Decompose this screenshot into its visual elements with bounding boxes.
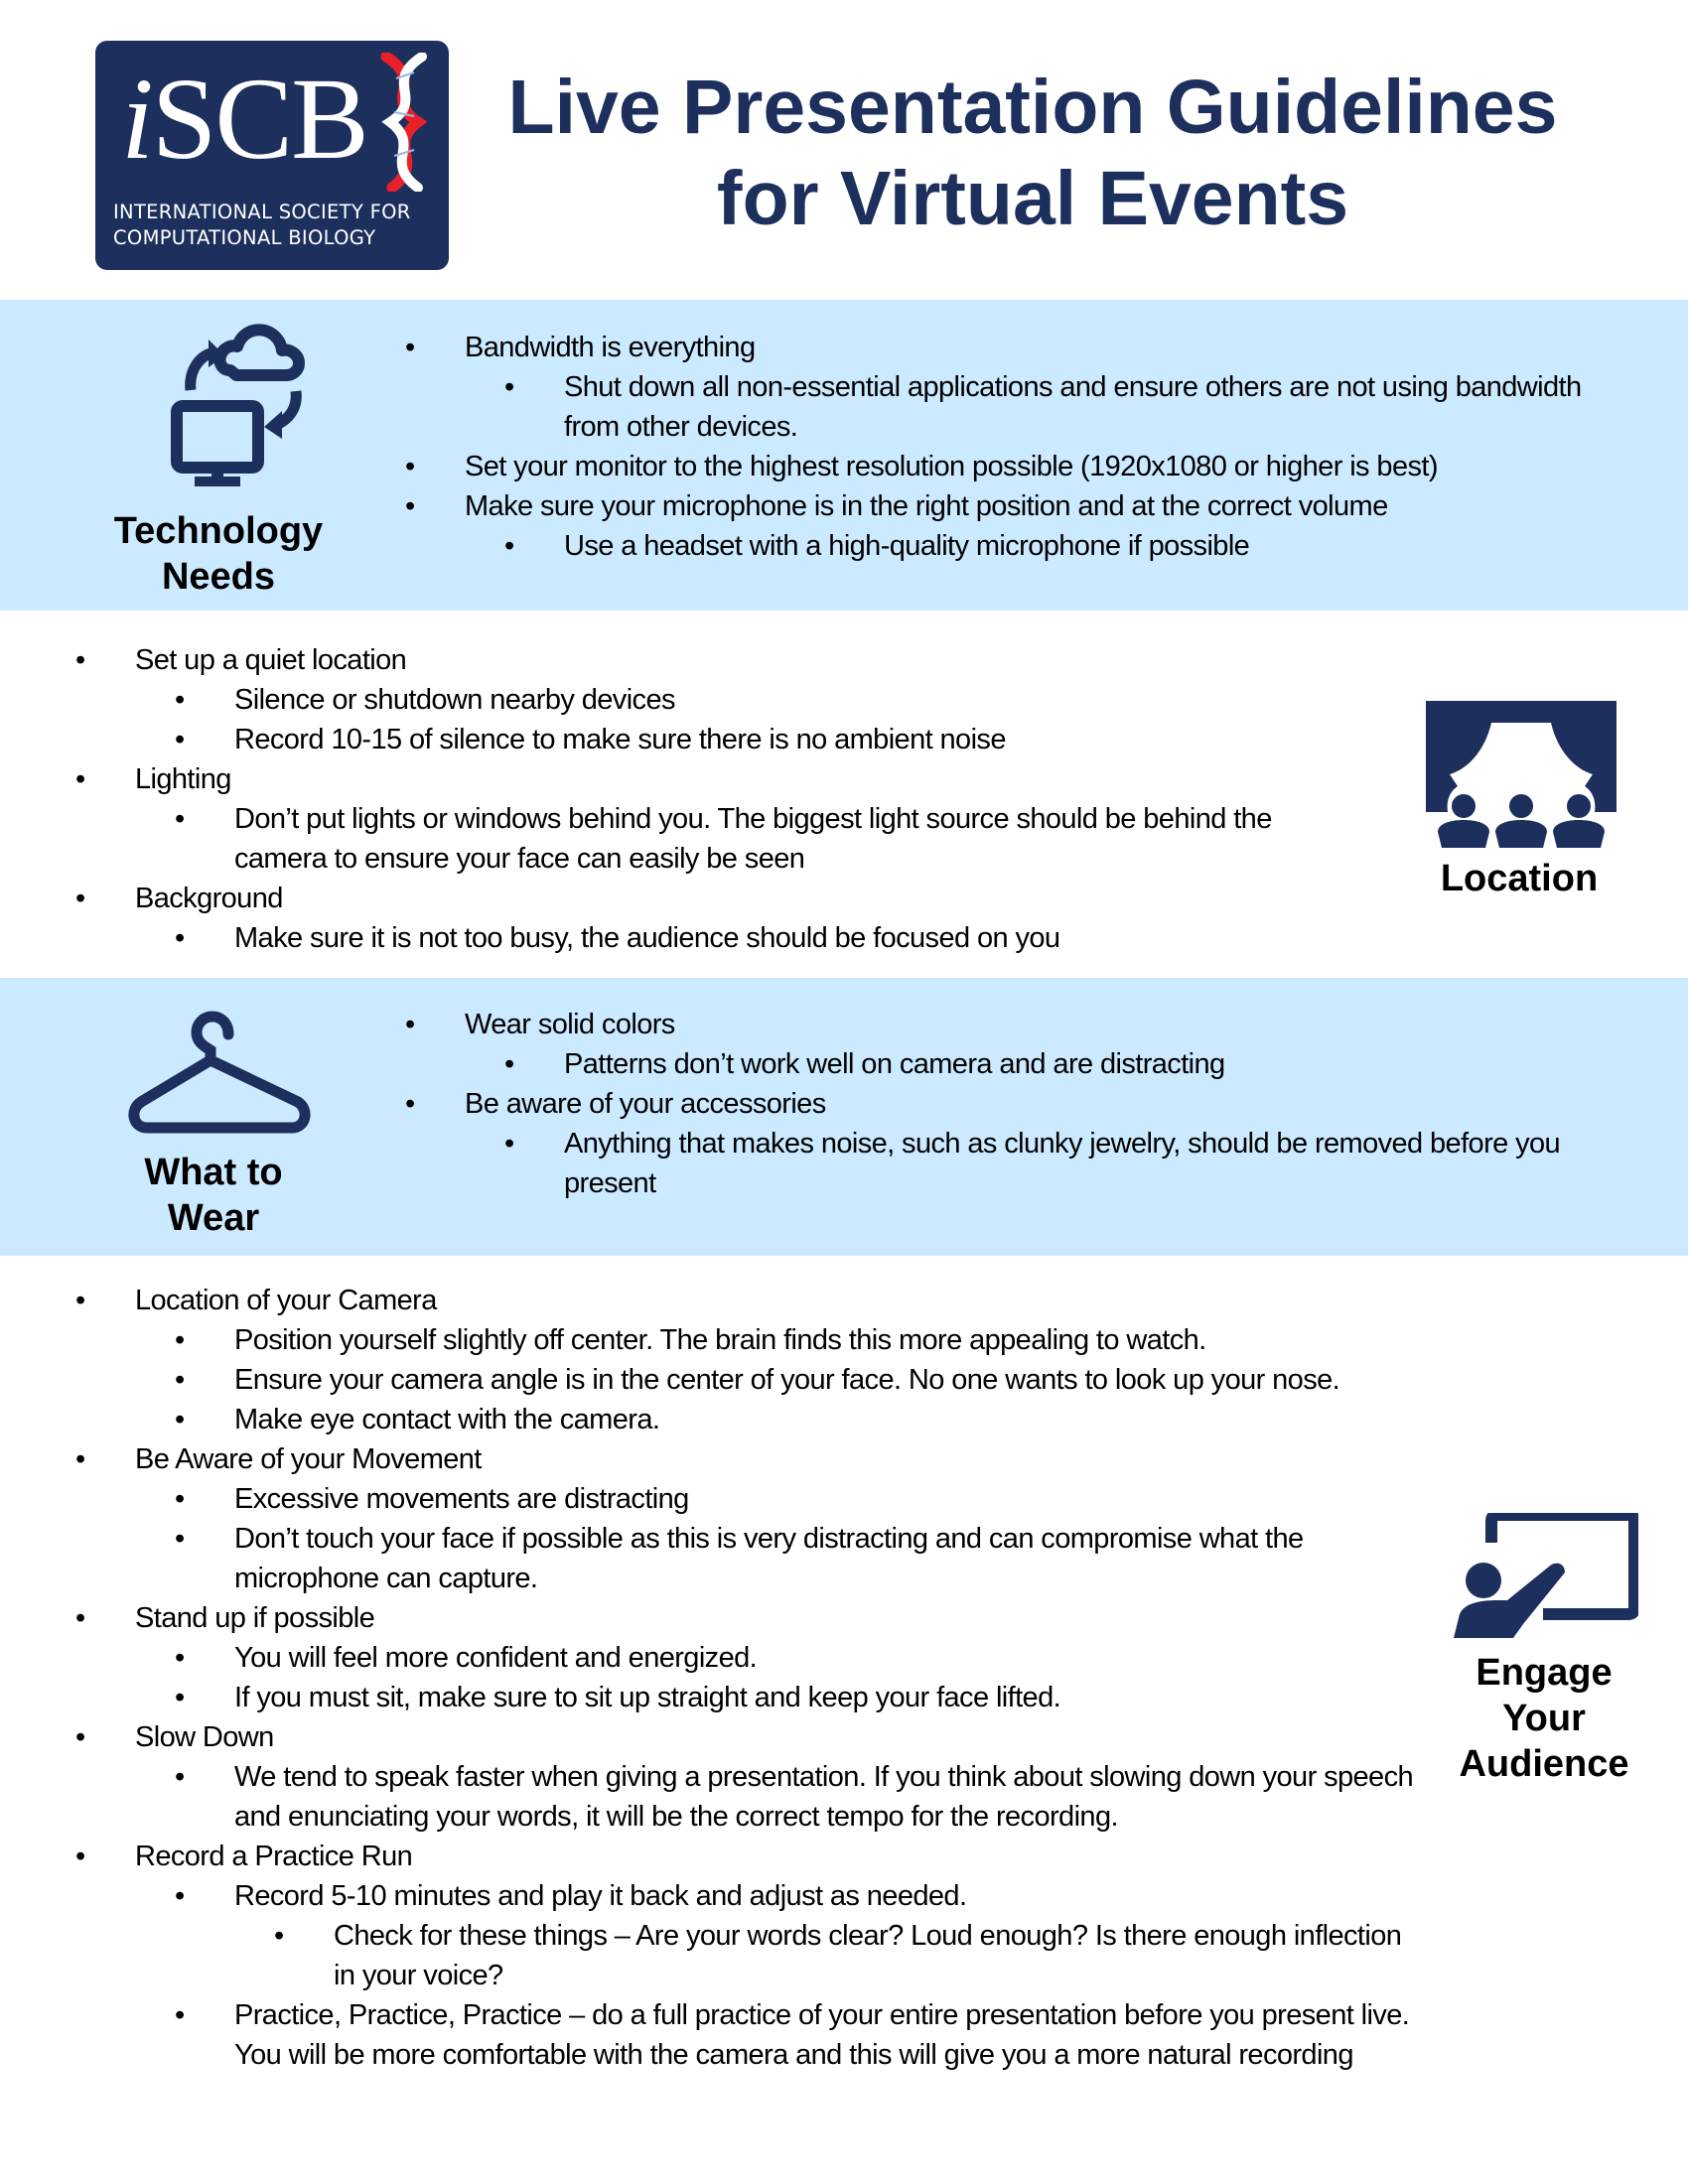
bullet-icon: • [405, 490, 415, 522]
bullet-icon: • [75, 883, 85, 914]
list-item-text: Bandwidth is everything [465, 332, 756, 363]
list-item-text: Silence or shutdown nearby devices [234, 684, 675, 716]
bullet-icon: • [175, 803, 185, 835]
list-item [405, 1044, 1626, 1084]
technology-label [94, 508, 343, 600]
list-item-text: Patterns don’t work well on camera and are distracting [564, 1048, 1225, 1080]
list-item [405, 447, 1597, 486]
list-item-text: Stand up if possible [135, 1602, 375, 1634]
list-item-text: Don’t put lights or windows behind you. The biggest light source should be behind the camera to ensure your face can easily be seen [234, 803, 1272, 875]
engage-label-line-3: Audience [1459, 1743, 1629, 1785]
bullet-icon: • [75, 1602, 85, 1634]
list-item [75, 1320, 1426, 1360]
list-item [75, 1400, 1426, 1439]
bullet-icon: • [504, 1048, 514, 1080]
list-item [405, 328, 1597, 367]
bullet-icon: • [175, 1682, 185, 1713]
list-item-text: Set your monitor to the highest resolution possible (1920x1080 or higher is best) [465, 451, 1438, 482]
bullet-icon: • [175, 1642, 185, 1674]
engage-label [1420, 1650, 1668, 1787]
wear-label-line-1: What to [144, 1152, 283, 1193]
technology-label-line-1: Technology [113, 510, 324, 552]
list-item [405, 486, 1597, 526]
list-item-text: Practice, Practice, Practice – do a full practice of your entire presentation before you present live. You will be more comfortable with the camera and this will give you a more natural recording [234, 1999, 1410, 2071]
list-item-text: Check for these things – Are your words clear? Loud enough? Is there enough inflection in your voice? [334, 1920, 1402, 1991]
list-item-text: Anything that makes noise, such as clunky jewelry, should be removed before you present [564, 1128, 1561, 1199]
bullet-icon: • [405, 332, 415, 363]
bullet-icon: • [175, 1404, 185, 1435]
list-item [75, 680, 1366, 720]
list-item [75, 1479, 1426, 1519]
engage-label-line-1: Engage [1476, 1652, 1613, 1694]
what-to-wear-list [405, 1005, 1626, 1203]
clothes-hanger-icon [127, 1005, 312, 1136]
bullet-icon: • [405, 1088, 415, 1120]
bullet-icon: • [504, 371, 514, 403]
list-item-text: Be aware of your accessories [465, 1088, 826, 1120]
iscb-logo [95, 41, 449, 270]
list-item [75, 1757, 1426, 1837]
bullet-icon: • [175, 1880, 185, 1912]
list-item [75, 1678, 1426, 1717]
list-item-text: Record 10-15 of silence to make sure there is no ambient noise [234, 724, 1006, 755]
list-item-text: Background [135, 883, 283, 914]
list-item [75, 1995, 1426, 2075]
location-list [75, 640, 1366, 958]
list-item-text: Slow Down [135, 1721, 274, 1753]
list-item-text: Location of your Camera [135, 1285, 437, 1316]
list-item-text: Shut down all non-essential applications and ensure others are not using bandwidth from other devices. [564, 371, 1582, 443]
list-item-text: Be Aware of your Movement [135, 1443, 482, 1475]
bullet-icon: • [175, 1483, 185, 1515]
list-item [405, 526, 1597, 566]
list-item-text: Lighting [135, 763, 231, 795]
list-item [75, 1439, 1426, 1479]
bullet-icon: • [75, 644, 85, 676]
wear-label-line-2: Wear [167, 1197, 260, 1239]
list-item [75, 1519, 1426, 1598]
location-label: Location [1440, 858, 1599, 899]
list-item [75, 1598, 1426, 1638]
list-item-text: We tend to speak faster when giving a presentation. If you think about slowing down your speech and enunciating your words, it will be the correct tempo for the recording. [234, 1761, 1413, 1833]
list-item [405, 1124, 1626, 1203]
list-item [75, 1281, 1426, 1320]
bullet-icon: • [504, 530, 514, 562]
bullet-icon: • [175, 1761, 185, 1793]
page-title [477, 62, 1589, 244]
bullet-icon: • [75, 1285, 85, 1316]
list-item-text: Make eye contact with the camera. [234, 1404, 660, 1435]
list-item-text: Excessive movements are distracting [234, 1483, 689, 1515]
computer-cloud-sync-icon [159, 316, 334, 486]
bullet-icon: • [405, 1009, 415, 1040]
what-to-wear-label [89, 1150, 338, 1241]
bullet-icon: • [175, 1324, 185, 1356]
list-item [75, 720, 1366, 759]
bullet-icon: • [175, 1999, 185, 2031]
list-item [75, 1837, 1426, 1876]
list-item-text: Set up a quiet location [135, 644, 407, 676]
list-item [75, 1717, 1426, 1757]
bullet-icon: • [175, 724, 185, 755]
list-item-text: Use a headset with a high-quality microphone if possible [564, 530, 1250, 562]
bullet-icon: • [175, 1523, 185, 1555]
list-item [75, 1876, 1426, 1916]
technology-list [405, 328, 1597, 566]
list-item [75, 918, 1366, 958]
list-item-text: Ensure your camera angle is in the center of your face. No one wants to look up your nose. [234, 1364, 1340, 1396]
engage-label-line-2: Your [1502, 1698, 1586, 1739]
tagline-line-1: INTERNATIONAL SOCIETY FOR [113, 201, 411, 223]
list-item-text: Record a Practice Run [135, 1841, 413, 1872]
dna-helix-icon [378, 53, 430, 192]
list-item-text: You will feel more confident and energized. [234, 1642, 758, 1674]
list-item-text: Don’t touch your face if possible as this is very distracting and can compromise what the microphone can capture. [234, 1523, 1304, 1594]
logo-tagline [113, 200, 441, 251]
bullet-icon: • [175, 684, 185, 716]
bullet-icon: • [175, 922, 185, 954]
list-item-text: If you must sit, make sure to sit up straight and keep your face lifted. [234, 1682, 1061, 1713]
title-line-2: for Virtual Events [716, 156, 1349, 241]
list-item [75, 879, 1366, 918]
technology-label-line-2: Needs [161, 556, 276, 598]
engage-list [75, 1281, 1426, 2075]
theater-stage-audience-icon [1426, 699, 1617, 848]
list-item-text: Wear solid colors [465, 1009, 675, 1040]
bullet-icon: • [274, 1920, 284, 1952]
list-item [405, 1005, 1626, 1044]
list-item [405, 367, 1597, 447]
list-item-text: Record 5-10 minutes and play it back and adjust as needed. [234, 1880, 967, 1912]
bullet-icon: • [75, 763, 85, 795]
bullet-icon: • [75, 1841, 85, 1872]
list-item-text: Make sure your microphone is in the right position and at the correct volume [465, 490, 1388, 522]
list-item [75, 799, 1366, 879]
list-item [405, 1084, 1626, 1124]
list-item-text: Make sure it is not too busy, the audience should be focused on you [234, 922, 1060, 954]
bullet-icon: • [175, 1364, 185, 1396]
bullet-icon: • [504, 1128, 514, 1160]
presenter-whiteboard-icon [1454, 1513, 1638, 1638]
title-line-1: Live Presentation Guidelines [507, 65, 1558, 150]
bullet-icon: • [405, 451, 415, 482]
list-item [75, 1360, 1426, 1400]
list-item [75, 1916, 1426, 1995]
bullet-icon: • [75, 1443, 85, 1475]
list-item [75, 640, 1366, 680]
tagline-line-2: COMPUTATIONAL BIOLOGY [113, 226, 376, 249]
list-item [75, 1638, 1426, 1678]
logo-wordmark: iSCB [121, 54, 367, 184]
list-item-text: Position yourself slightly off center. The brain finds this more appealing to watch. [234, 1324, 1206, 1356]
list-item [75, 759, 1366, 799]
bullet-icon: • [75, 1721, 85, 1753]
